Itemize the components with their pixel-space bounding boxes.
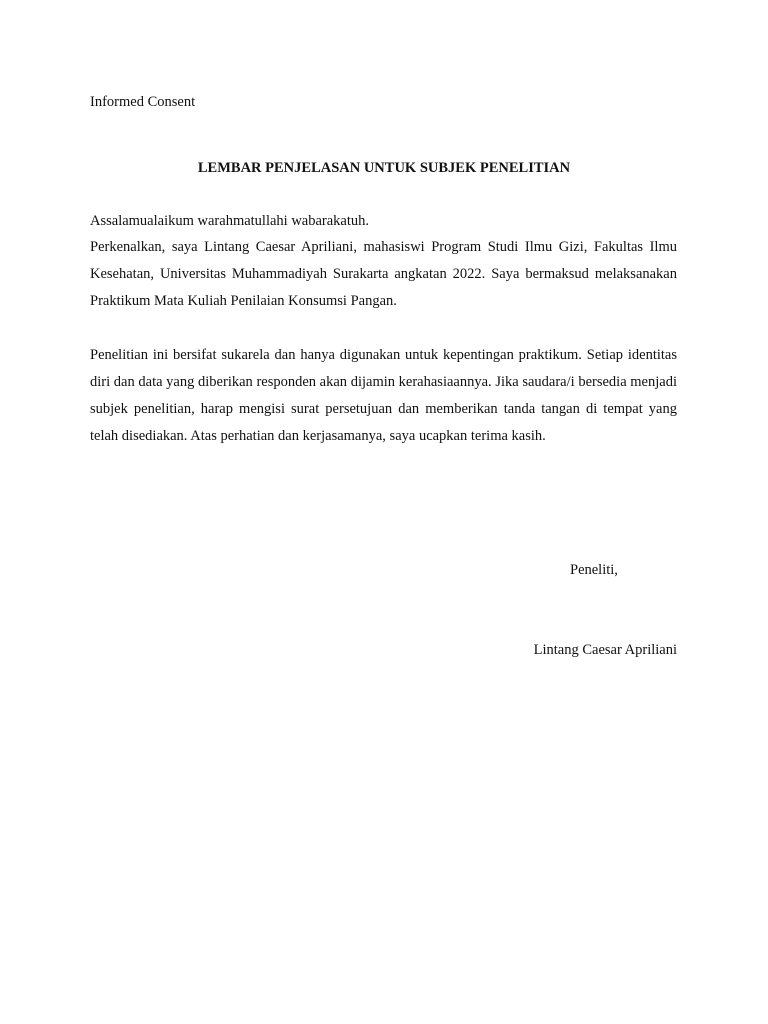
researcher-name: Lintang Caesar Apriliani: [533, 642, 677, 658]
greeting-text: Assalamualaikum warahmatullahi wabarakatuh.: [90, 213, 370, 229]
research-explanation-paragraph: Penelitian ini bersifat sukarela dan hanya digunakan untuk kepentingan praktikum. Setiap identitas diri dan data yang diberikan responden akan dijamin kerahasiaannya. Jika saudara/i bersedia menjadi subjek penelitian, harap mengisi surat persetujuan dan memberikan tanda tangan di tempat yang telah disediakan. Atas perhatian dan kerjasamanya, saya ucapkan terima kasih.: [90, 347, 677, 444]
document-title: LEMBAR PENJELASAN UNTUK SUBJEK PENELITIAN: [197, 160, 571, 176]
closing-label: Peneliti,: [570, 562, 618, 578]
document-header: Informed Consent: [90, 94, 196, 110]
introduction-paragraph: Perkenalkan, saya Lintang Caesar Apriliani, mahasiswi Program Studi Ilmu Gizi, Fakultas Ilmu Kesehatan, Universitas Muhammadiyah Surakarta angkatan 2022. Saya bermaksud melaksanakan Praktikum Mata Kuliah Penilaian Konsumsi Pangan.: [90, 239, 677, 309]
